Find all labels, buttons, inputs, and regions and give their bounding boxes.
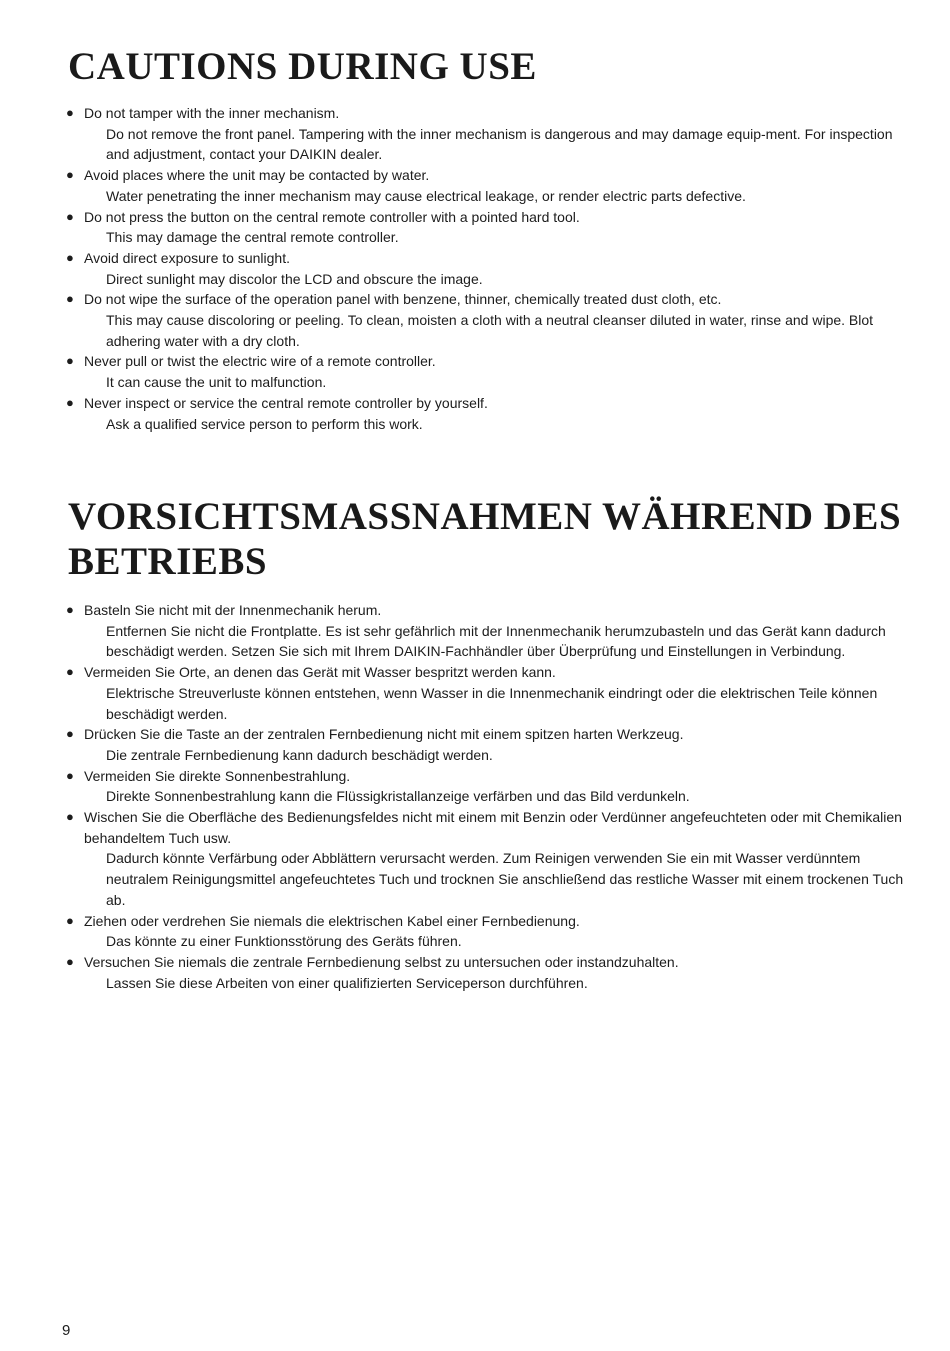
section-title-de: VORSICHTSMASSNAHMEN WÄHREND DES BETRIEBS xyxy=(68,495,902,583)
caution-detail: Water penetrating the inner mechanism may cause electrical leakage, or render electric parts defective. xyxy=(106,187,746,204)
caution-detail: Die zentrale Fernbedienung kann dadurch beschädigt werden. xyxy=(106,746,493,763)
section-title-en: CAUTIONS DURING USE xyxy=(68,45,537,88)
caution-item xyxy=(0,600,904,662)
caution-item xyxy=(0,165,904,206)
caution-item xyxy=(0,351,904,392)
caution-heading: Never pull or twist the electric wire of a remote controller. xyxy=(84,353,436,370)
caution-detail: Ask a qualified service person to perform this work. xyxy=(106,415,423,432)
caution-detail: Das könnte zu einer Funktionsstörung des Geräts führen. xyxy=(106,933,462,950)
caution-detail: This may damage the central remote controller. xyxy=(106,229,399,246)
bullet-icon: ● xyxy=(66,726,74,742)
bullet-icon: ● xyxy=(66,353,74,369)
caution-heading: Drücken Sie die Taste an der zentralen Fernbedienung nicht mit einem spitzen harten Werkzeug. xyxy=(84,726,684,743)
caution-heading: Do not wipe the surface of the operation panel with benzene, thinner, chemically treated dust cloth, etc. xyxy=(84,291,722,308)
bullet-icon: ● xyxy=(66,602,74,617)
caution-detail: Direct sunlight may discolor the LCD and obscure the image. xyxy=(106,270,483,287)
caution-heading: Basteln Sie nicht mit der Innenmechanik herum. xyxy=(84,602,382,618)
bullet-icon: ● xyxy=(66,664,74,680)
caution-heading: Versuchen Sie niemals die zentrale Fernbedienung selbst zu untersuchen oder instandzuhalten. xyxy=(84,953,679,970)
bullet-icon: ● xyxy=(66,394,74,410)
caution-item xyxy=(0,289,904,351)
caution-detail: Do not remove the front panel. Tampering with the inner mechanism is dangerous and may damage equip-ment. For inspection and adjustment, contact your DAIKIN dealer. xyxy=(106,125,893,163)
bullet-icon: ● xyxy=(66,953,74,969)
caution-heading: Avoid places where the unit may be contacted by water. xyxy=(84,167,430,184)
caution-detail: Dadurch könnte Verfärbung oder Abblättern verursacht werden. Zum Reinigen verwenden Sie ein mit Wasser verdünntem neutralem Reinigungsmittel angefeuchtetes Tuch und trocknen Sie anschließend das restliche Wasser mit einem trockenen Tuch ab. xyxy=(106,850,904,908)
caution-item xyxy=(0,393,904,434)
caution-detail: Entfernen Sie nicht die Frontplatte. Es ist sehr gefährlich mit der Innenmechanik herumzubasteln und das Gerät kann dadurch beschädigt werden. Setzen Sie sich mit Ihrem DAIKIN-Fachhändler über Überprüfung und Einstellungen in Verbindung. xyxy=(106,622,886,660)
caution-detail: This may cause discoloring or peeling. To clean, moisten a cloth with a neutral cleanser diluted in water, rinse and wipe. Blot adhering water with a dry cloth. xyxy=(106,312,874,349)
caution-item xyxy=(0,807,904,911)
bullet-icon: ● xyxy=(66,767,74,783)
caution-heading: Vermeiden Sie direkte Sonnenbestrahlung. xyxy=(84,767,351,784)
cautions-list-de xyxy=(0,600,950,993)
caution-heading: Avoid direct exposure to sunlight. xyxy=(84,249,290,266)
caution-item xyxy=(0,911,904,952)
caution-item xyxy=(0,103,904,165)
page-number: 9 xyxy=(62,1322,71,1339)
caution-item xyxy=(0,662,904,724)
bullet-icon: ● xyxy=(66,105,74,120)
caution-heading: Wischen Sie die Oberfläche des Bedienungsfeldes nicht mit einem mit Benzin oder Verdünner angefeuchteten oder mit Chemikalien behandeltem Tuch usw. xyxy=(84,809,902,846)
caution-heading: Vermeiden Sie Orte, an denen das Gerät mit Wasser bespritzt werden kann. xyxy=(84,664,556,681)
bullet-icon: ● xyxy=(66,249,74,265)
caution-item xyxy=(0,766,904,807)
bullet-icon: ● xyxy=(66,167,74,183)
bullet-icon: ● xyxy=(66,208,74,224)
caution-detail: It can cause the unit to malfunction. xyxy=(106,374,327,391)
caution-detail: Lassen Sie diese Arbeiten von einer qualifizierten Serviceperson durchführen. xyxy=(106,974,588,991)
bullet-icon: ● xyxy=(66,809,74,825)
caution-detail: Direkte Sonnenbestrahlung kann die Flüssigkristallanzeige verfärben und das Bild verdunkeln. xyxy=(106,788,690,805)
cautions-section-de xyxy=(0,494,950,993)
caution-item xyxy=(0,248,904,289)
caution-heading: Ziehen oder verdrehen Sie niemals die elektrischen Kabel einer Fernbedienung. xyxy=(84,912,580,929)
caution-detail: Elektrische Streuverluste können entstehen, wenn Wasser in die Innenmechanik eindringt oder die elektrischen Teile können beschädigt werden. xyxy=(106,684,878,722)
caution-heading: Do not tamper with the inner mechanism. xyxy=(84,105,340,121)
cautions-list-en xyxy=(0,103,950,434)
caution-item xyxy=(0,724,904,765)
caution-item xyxy=(0,207,904,248)
caution-heading: Never inspect or service the central remote controller by yourself. xyxy=(84,394,488,411)
caution-item xyxy=(0,952,904,993)
cautions-section-en xyxy=(0,44,950,434)
bullet-icon: ● xyxy=(66,291,74,307)
caution-heading: Do not press the button on the central remote controller with a pointed hard tool. xyxy=(84,208,580,225)
bullet-icon: ● xyxy=(66,912,74,928)
